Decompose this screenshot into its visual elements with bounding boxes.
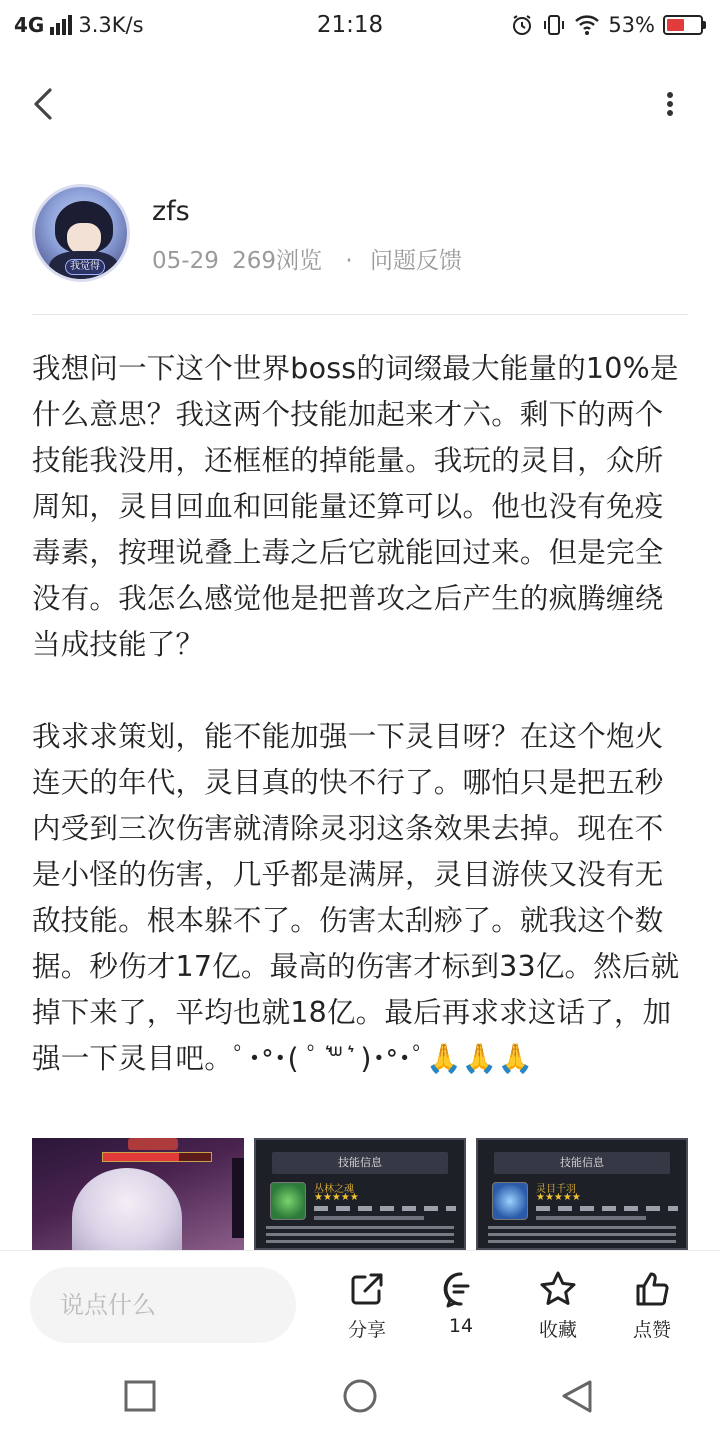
clock: 21:18 xyxy=(316,12,384,38)
author-name[interactable]: zfs xyxy=(152,196,190,227)
recent-apps-button[interactable] xyxy=(122,1378,158,1418)
post-date: 05-29 xyxy=(152,248,219,274)
network-type: 4G xyxy=(14,13,45,37)
comment-count: 14 xyxy=(448,1315,474,1337)
back-icon xyxy=(26,82,66,126)
card-title: 技能信息 xyxy=(494,1152,670,1174)
post-paragraph: 我想问一下这个世界boss的词缀最大能量的10%是什么意思？我这两个技能加起来才六。剩下的两个技能我没用，还框框的掉能量。我玩的灵目，众所周知，灵目回血和回能量还算可以。他也没有免疫毒素，按理说叠上毒之后它就能回过来。但是完全没有。我怎么感觉他是把普攻之后产生的疯腾缠绕当成技能了？ xyxy=(32,352,679,661)
action-bar xyxy=(0,1250,720,1354)
post-category[interactable]: 问题反馈 xyxy=(370,248,462,274)
battery-icon xyxy=(663,15,706,35)
top-nav xyxy=(0,72,720,136)
share-icon xyxy=(347,1269,387,1309)
triangle-back-icon xyxy=(558,1378,598,1418)
vibrate-icon xyxy=(542,13,566,37)
post-images xyxy=(32,1138,688,1250)
meta-separator: · xyxy=(345,248,353,274)
star-icon xyxy=(538,1269,578,1309)
recent-apps-icon xyxy=(122,1378,158,1414)
share-label: 分享 xyxy=(347,1319,386,1341)
network-speed: 3.3K/s xyxy=(78,13,144,37)
battery-level xyxy=(667,19,684,31)
more-button[interactable] xyxy=(660,84,680,124)
card-title: 技能信息 xyxy=(272,1152,448,1174)
system-nav-bar xyxy=(0,1354,720,1440)
skill-name: 灵目千羽 xyxy=(536,1184,576,1195)
comment-input[interactable]: 说点什么 xyxy=(30,1267,296,1343)
system-back-button[interactable] xyxy=(558,1378,598,1422)
wifi-icon xyxy=(574,14,600,36)
boss-hp-bar xyxy=(102,1152,212,1162)
home-icon xyxy=(340,1378,380,1418)
post-image-skill-card[interactable] xyxy=(476,1138,688,1250)
post-paragraph: 我求求策划，能不能加强一下灵目呀？在这个炮火连天的年代，灵目真的快不行了。哪怕只是把五秒内受到三次伤害就清除灵羽这条效果去掉。现在不是小怪的伤害，几乎都是满屏，灵目游侠又没有无敌技能。根本躲不了。伤害太刮痧了。就我这个数据。秒伤才17亿。最高的伤害才标到33亿。然后就掉下来了，平均也就18亿。最后再求求这话了，加强一下灵目吧。ﾟ･ᐤ･( ﾟ ͛ᐜ ͛ )･ᐤ･ﾟ🙏🙏🙏 xyxy=(32,720,680,1075)
skill-stars: ★★★★★ xyxy=(314,1192,359,1203)
home-button[interactable] xyxy=(340,1378,380,1422)
avatar-badge: 我觉得 xyxy=(65,259,105,275)
character-art xyxy=(72,1168,182,1250)
skill-stars: ★★★★★ xyxy=(536,1192,581,1203)
alarm-icon xyxy=(510,13,534,37)
signal-icon xyxy=(50,15,72,35)
post-image-game-screenshot[interactable] xyxy=(32,1138,244,1250)
divider xyxy=(32,314,688,315)
skill-icon xyxy=(492,1182,528,1220)
like-label: 点赞 xyxy=(632,1319,671,1341)
battery-percent: 53% xyxy=(608,13,655,37)
skill-icon xyxy=(270,1182,306,1220)
favorite-button[interactable] xyxy=(523,1269,593,1342)
view-count: 269浏览 xyxy=(232,248,323,274)
back-button[interactable] xyxy=(26,82,66,126)
thumbs-up-icon xyxy=(632,1269,672,1309)
skill-name: 丛林之魂 xyxy=(314,1184,354,1195)
boss-tag xyxy=(128,1138,178,1150)
status-bar xyxy=(0,0,720,50)
comment-icon xyxy=(441,1269,481,1309)
avatar[interactable] xyxy=(32,184,130,282)
post-body xyxy=(32,346,692,1082)
like-button[interactable] xyxy=(617,1269,687,1342)
share-button[interactable] xyxy=(332,1269,402,1342)
more-icon xyxy=(667,92,673,116)
post-image-skill-card[interactable] xyxy=(254,1138,466,1250)
author-header xyxy=(32,184,688,284)
favorite-label: 收藏 xyxy=(538,1319,577,1341)
post-meta xyxy=(152,242,468,275)
comment-button[interactable] xyxy=(426,1269,496,1337)
